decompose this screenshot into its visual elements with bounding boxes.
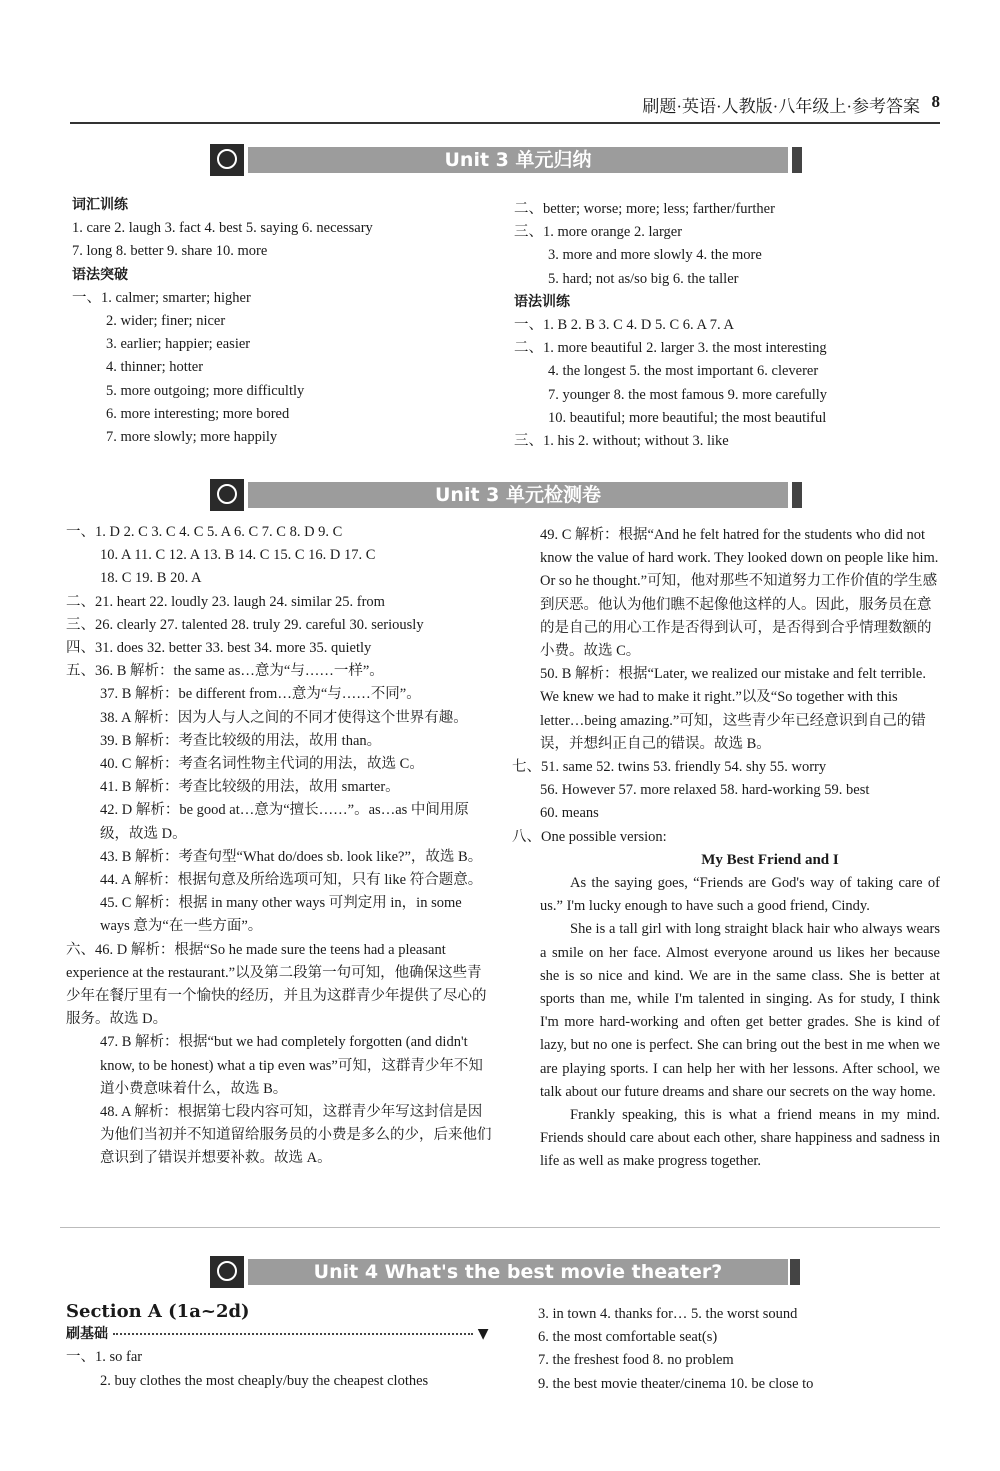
answer-line: 八、One possible version: [512,828,667,845]
answer-line: 一、1. B 2. B 3. C 4. D 5. C 6. A 7. A [514,317,734,334]
answer-line: 48. A 解析：根据第七段内容可知，这群青少年写这封信是因为他们当初并不知道留给服务员的小费是多么的少，后来他们意识到了错误并想要补救。故选 A。 [100,1104,492,1167]
unit3-summary-banner [210,144,802,176]
answer-line: 三、1. more orange 2. larger [514,224,683,241]
answer-line: 7. the freshest food 8. no problem [538,1352,734,1369]
dotted-leader [113,1333,473,1335]
answer-line: 3. earlier; happier; easier [106,336,251,353]
summary-right-column [514,198,934,453]
section-heading: 语法训练 [514,293,570,310]
banner-title: Unit 3 单元检测卷 [435,484,601,506]
answer-line: 4. the longest 5. the most important 6. cleverer [548,363,819,380]
section-subheading [66,1323,506,1346]
answer-line: 6. the most comfortable seat(s) [538,1329,718,1346]
answer-line: 45. C 解析：根据 in many other ways 可判定用 in，in some ways 意为“在一些方面”。 [100,895,462,935]
unit4-banner [210,1256,800,1288]
page-number: 8 [931,92,940,111]
running-header: 刷题·英语·人教版·八年级上·参考答案 [642,97,920,116]
answer-line: 三、26. clearly 27. talented 28. truly 29. careful 30. seriously [66,616,424,633]
answer-line: 一、1. calmer; smarter; higher [72,289,251,306]
section-heading: 语法突破 [72,266,128,283]
banner-title: Unit 4 What's the best movie theater? [313,1261,723,1283]
answer-line: 49. C 解析：根据“And he felt hatred for the students who did not know the value of hard work. They looked down on people like him. Or so he thought.”可知，他对那些不知道努力工作价值的学生感到厌恶。他认为他们瞧不起像他这样的人。因此，服务员在意的是自己的用心工作是否得到认可，是否得到合乎情理数额的小费。故选 C。 [540,527,939,660]
book-logo-icon [210,144,244,176]
answer-line: 40. C 解析：考查名词性物主代词的用法，故选 C。 [100,756,424,773]
test-left-column [66,521,492,1171]
answer-line: 2. buy clothes the most cheaply/buy the cheapest clothes [100,1372,429,1389]
section-heading: 词汇训练 [72,197,128,213]
answer-line: 43. B 解析：考查句型“What do/does sb. look like?”，故选 B。 [100,848,483,865]
answer-line: 41. B 解析：考查比较级的用法，故用 smarter。 [100,779,400,796]
answer-line: 六、46. D 解析：根据“So he made sure the teens had a pleasant experience at the restaurant.”以及第二段第一句可知，他确保这些青少年在餐厅里有一个愉快的经历，并且为这群青少年提供了尽心的服务。故选 D。 [66,941,487,1028]
answer-line: 60. means [540,805,599,822]
answer-line: 50. B 解析：根据“Later, we realized our mistake and felt terrible. We knew we had to make it right.”以及“So together with this letter…being amazing.”可知，这些青少年已经意识到自己的错误，并想纠正自己的错误。故选 B。 [540,666,926,752]
answer-line: 三、1. his 2. without; without 3. like [514,433,729,450]
essay-paragraph: Frankly speaking, this is what a friend means in my mind. Friends should care about each other, share happiness and sadness in life as well as make progress together. [540,1107,940,1170]
answer-line: 10. A 11. C 12. A 13. B 14. C 15. C 16. D 17. C [100,547,376,564]
answer-line: 3. more and more slowly 4. the more [548,247,762,264]
answer-line: 四、31. does 32. better 33. best 34. more 35. quietly [66,640,372,657]
unit3-test-banner [210,479,802,511]
answer-line: 二、1. more beautiful 2. larger 3. the most interesting [514,340,827,357]
header-rule [70,122,940,124]
banner-title: Unit 3 单元归纳 [444,149,592,171]
answer-line: 2. wider; finer; nicer [106,313,226,330]
answer-line: 9. the best movie theater/cinema 10. be close to [538,1375,814,1392]
unit4-left-column [66,1300,506,1393]
answer-line: 3. in town 4. thanks for… 5. the worst sound [538,1306,798,1322]
answer-line: 二、21. heart 22. loudly 23. laugh 24. similar 25. from [66,593,385,610]
unit4-right-column [538,1303,938,1396]
answer-line: 56. However 57. more relaxed 58. hard-working 59. best [540,782,870,799]
subheading-label: 刷基础 [66,1326,108,1343]
essay-paragraph: She is a tall girl with long straight black hair who always wears a smile on her face. Almost everyone around us likes her because she is so nice and kind. We are in the same class. She is better at sports than me, while I'm talented in singing. As for study, I think I'm more hard-working and often get better grades. She is kind of lazy, but no one is perfect. She can bring out the best in me when we are playing sports. I can help her with her lessons. After school, we talk about our future dreams and share our secrets on the way home. [540,921,940,1100]
summary-left-column [72,194,492,449]
answer-line: 4. thinner; hotter [106,359,204,376]
answer-line: 1. care 2. laugh 3. fact 4. best 5. saying 6. necessary [72,220,373,237]
answer-line: 5. more outgoing; more difficultly [106,382,305,399]
answer-line: 44. A 解析：根据句意及所给选项可知，只有 like 符合题意。 [100,872,483,889]
answer-line: 38. A 解析：因为人与人之间的不同才使得这个世界有趣。 [100,709,468,726]
book-logo-icon [210,1256,244,1288]
answer-line: 42. D 解析：be good at…意为“擅长……”。as…as 中间用原级，故选 D。 [100,802,469,842]
answer-line: 7. more slowly; more happily [106,429,278,446]
answer-line: 37. B 解析：be different from…意为“与……不同”。 [100,686,421,703]
essay-paragraph: As the saying goes, “Friends are God's way of taking care of us.” I'm lucky enough to have such a good friend, Cindy. [540,875,940,915]
answer-line: 五、36. B 解析：the same as…意为“与……一样”。 [66,663,384,680]
answer-line: 39. B 解析：考查比较级的用法，故用 than。 [100,732,382,749]
answer-line: 6. more interesting; more bored [106,405,290,422]
answer-line: 二、better; worse; more; less; farther/further [514,201,775,217]
book-logo-icon [210,479,244,511]
answer-line: 10. beautiful; more beautiful; the most beautiful [548,409,827,426]
section-title: Section A (1a~2d) [66,1301,250,1322]
section-divider [60,1227,940,1228]
answer-line: 七、51. same 52. twins 53. friendly 54. shy 55. worry [512,759,827,776]
answer-line: 18. C 19. B 20. A [100,570,202,587]
answer-line: 7. long 8. better 9. share 10. more [72,243,268,260]
answer-line: 一、1. D 2. C 3. C 4. C 5. A 6. C 7. C 8. D 9. C [66,524,343,540]
answer-line: 5. hard; not as/so big 6. the taller [548,270,739,287]
test-right-column [512,524,940,1174]
answer-line: 7. younger 8. the most famous 9. more carefully [548,386,828,403]
arrow-down-icon: ▼ [477,1326,489,1343]
essay-title: My Best Friend and I [701,851,839,868]
answer-line: 47. B 解析：根据“but we had completely forgotten (and didn't know, to be honest) what a tip even was”可知，这群青少年不知道小费意味着什么，故选 B。 [100,1034,483,1097]
answer-line: 一、1. so far [66,1349,143,1366]
